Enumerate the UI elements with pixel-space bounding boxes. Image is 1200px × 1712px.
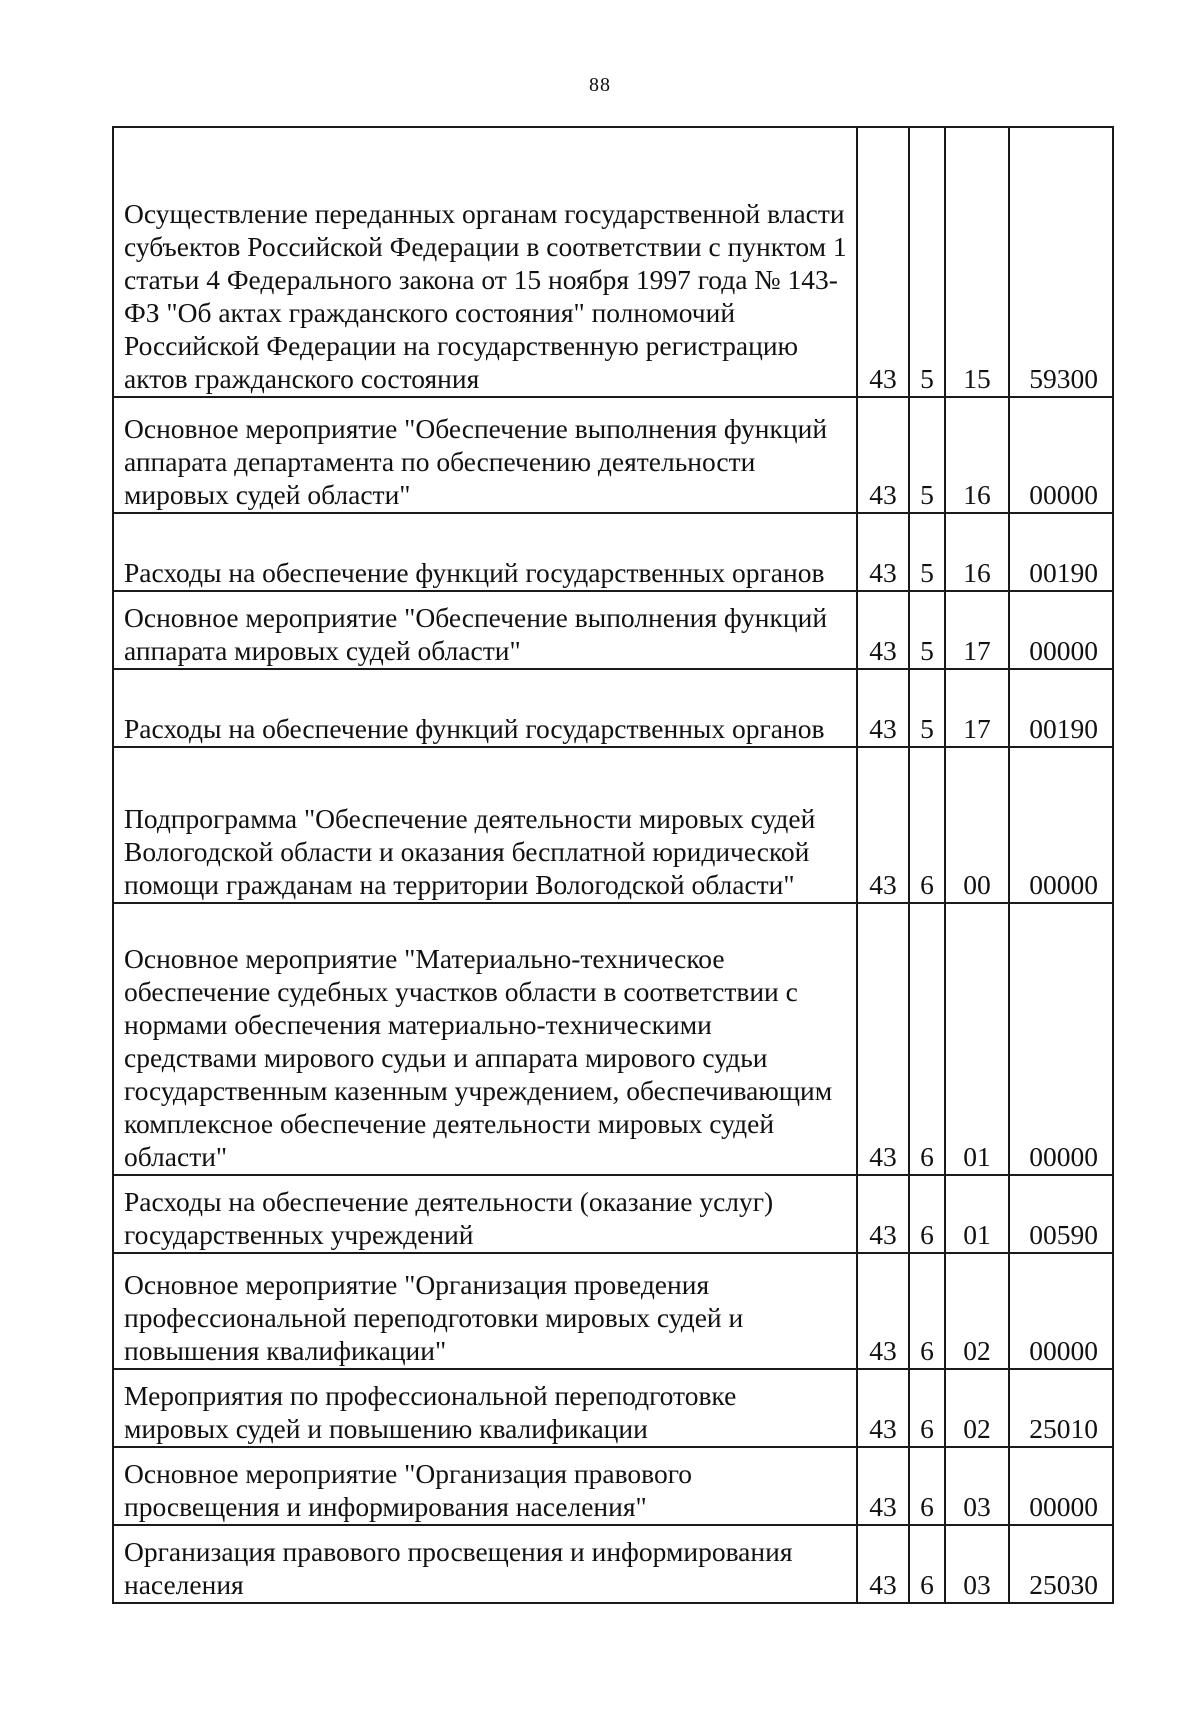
code-column-1: 43 bbox=[857, 1525, 909, 1603]
page-number: 88 bbox=[589, 74, 611, 96]
row-description: Расходы на обеспечение деятельности (оказание услуг) государственных учреждений bbox=[113, 1175, 857, 1253]
table-row bbox=[113, 397, 1113, 513]
row-description: Основное мероприятие "Материально-техническое обеспечение судебных участков области в соответствии с нормами обеспечения материально-техническими средствами мирового судьи и аппарата мирового судьи государственным казенным учреждением, обеспечивающим комплексное обеспечение деятельности мировых судей области" bbox=[113, 903, 857, 1175]
row-description: Осуществление переданных органам государственной власти субъектов Российской Федерации в соответствии с пунктом 1 статьи 4 Федерального закона от 15 ноября 1997 года № 143-ФЗ "Об актах гражданского состояния" полномочий Российской Федерации на государственную регистрацию актов гражданского состояния bbox=[113, 127, 857, 397]
code-column-4: 00590 bbox=[1009, 1175, 1113, 1253]
code-column-2: 6 bbox=[909, 1369, 945, 1447]
code-column-3: 02 bbox=[945, 1369, 1009, 1447]
code-column-4: 00000 bbox=[1009, 591, 1113, 669]
code-column-1: 43 bbox=[857, 1369, 909, 1447]
code-column-3: 03 bbox=[945, 1447, 1009, 1525]
row-description: Организация правового просвещения и информирования населения bbox=[113, 1525, 857, 1603]
code-column-1: 43 bbox=[857, 903, 909, 1175]
row-description: Расходы на обеспечение функций государственных органов bbox=[113, 669, 857, 747]
code-column-4: 25030 bbox=[1009, 1525, 1113, 1603]
table-row bbox=[113, 1253, 1113, 1369]
code-column-1: 43 bbox=[857, 591, 909, 669]
code-column-2: 5 bbox=[909, 669, 945, 747]
row-description: Подпрограмма "Обеспечение деятельности мировых судей Вологодской области и оказания бесплатной юридической помощи гражданам на территории Вологодской области" bbox=[113, 747, 857, 903]
code-column-3: 17 bbox=[945, 669, 1009, 747]
code-column-3: 01 bbox=[945, 1175, 1009, 1253]
code-column-2: 6 bbox=[909, 1175, 945, 1253]
code-column-1: 43 bbox=[857, 397, 909, 513]
code-column-2: 6 bbox=[909, 903, 945, 1175]
code-column-4: 00000 bbox=[1009, 1253, 1113, 1369]
table-row bbox=[113, 1175, 1113, 1253]
code-column-4: 00000 bbox=[1009, 397, 1113, 513]
table-row bbox=[113, 591, 1113, 669]
table-row bbox=[113, 903, 1113, 1175]
code-column-2: 6 bbox=[909, 1253, 945, 1369]
row-description: Основное мероприятие "Обеспечение выполнения функций аппарата мировых судей области" bbox=[113, 591, 857, 669]
row-description: Расходы на обеспечение функций государственных органов bbox=[113, 513, 857, 591]
code-column-2: 5 bbox=[909, 397, 945, 513]
table-row bbox=[113, 127, 1113, 397]
code-column-3: 02 bbox=[945, 1253, 1009, 1369]
code-column-3: 00 bbox=[945, 747, 1009, 903]
table-row bbox=[113, 1447, 1113, 1525]
code-column-1: 43 bbox=[857, 1175, 909, 1253]
table-row bbox=[113, 747, 1113, 903]
code-column-3: 16 bbox=[945, 513, 1009, 591]
code-column-1: 43 bbox=[857, 127, 909, 397]
code-column-1: 43 bbox=[857, 513, 909, 591]
row-description: Основное мероприятие "Организация правового просвещения и информирования населения" bbox=[113, 1447, 857, 1525]
row-description: Основное мероприятие "Обеспечение выполнения функций аппарата департамента по обеспечению деятельности мировых судей области" bbox=[113, 397, 857, 513]
code-column-2: 5 bbox=[909, 513, 945, 591]
table-row bbox=[113, 1369, 1113, 1447]
code-column-4: 00000 bbox=[1009, 1447, 1113, 1525]
code-column-4: 00190 bbox=[1009, 669, 1113, 747]
code-column-1: 43 bbox=[857, 1253, 909, 1369]
code-column-2: 6 bbox=[909, 1447, 945, 1525]
code-column-1: 43 bbox=[857, 669, 909, 747]
table-row bbox=[113, 669, 1113, 747]
code-column-1: 43 bbox=[857, 747, 909, 903]
code-column-4: 59300 bbox=[1009, 127, 1113, 397]
code-column-3: 16 bbox=[945, 397, 1009, 513]
code-column-4: 00000 bbox=[1009, 903, 1113, 1175]
code-column-3: 17 bbox=[945, 591, 1009, 669]
code-column-3: 01 bbox=[945, 903, 1009, 1175]
table-row bbox=[113, 1525, 1113, 1603]
code-column-4: 25010 bbox=[1009, 1369, 1113, 1447]
code-column-2: 5 bbox=[909, 127, 945, 397]
code-column-4: 00000 bbox=[1009, 747, 1113, 903]
code-column-1: 43 bbox=[857, 1447, 909, 1525]
code-column-4: 00190 bbox=[1009, 513, 1113, 591]
code-column-2: 6 bbox=[909, 747, 945, 903]
budget-table bbox=[112, 126, 1114, 1604]
row-description: Мероприятия по профессиональной переподготовке мировых судей и повышению квалификации bbox=[113, 1369, 857, 1447]
table-row bbox=[113, 513, 1113, 591]
code-column-2: 6 bbox=[909, 1525, 945, 1603]
row-description: Основное мероприятие "Организация проведения профессиональной переподготовки мировых судей и повышения квалификации" bbox=[113, 1253, 857, 1369]
code-column-3: 03 bbox=[945, 1525, 1009, 1603]
code-column-2: 5 bbox=[909, 591, 945, 669]
code-column-3: 15 bbox=[945, 127, 1009, 397]
